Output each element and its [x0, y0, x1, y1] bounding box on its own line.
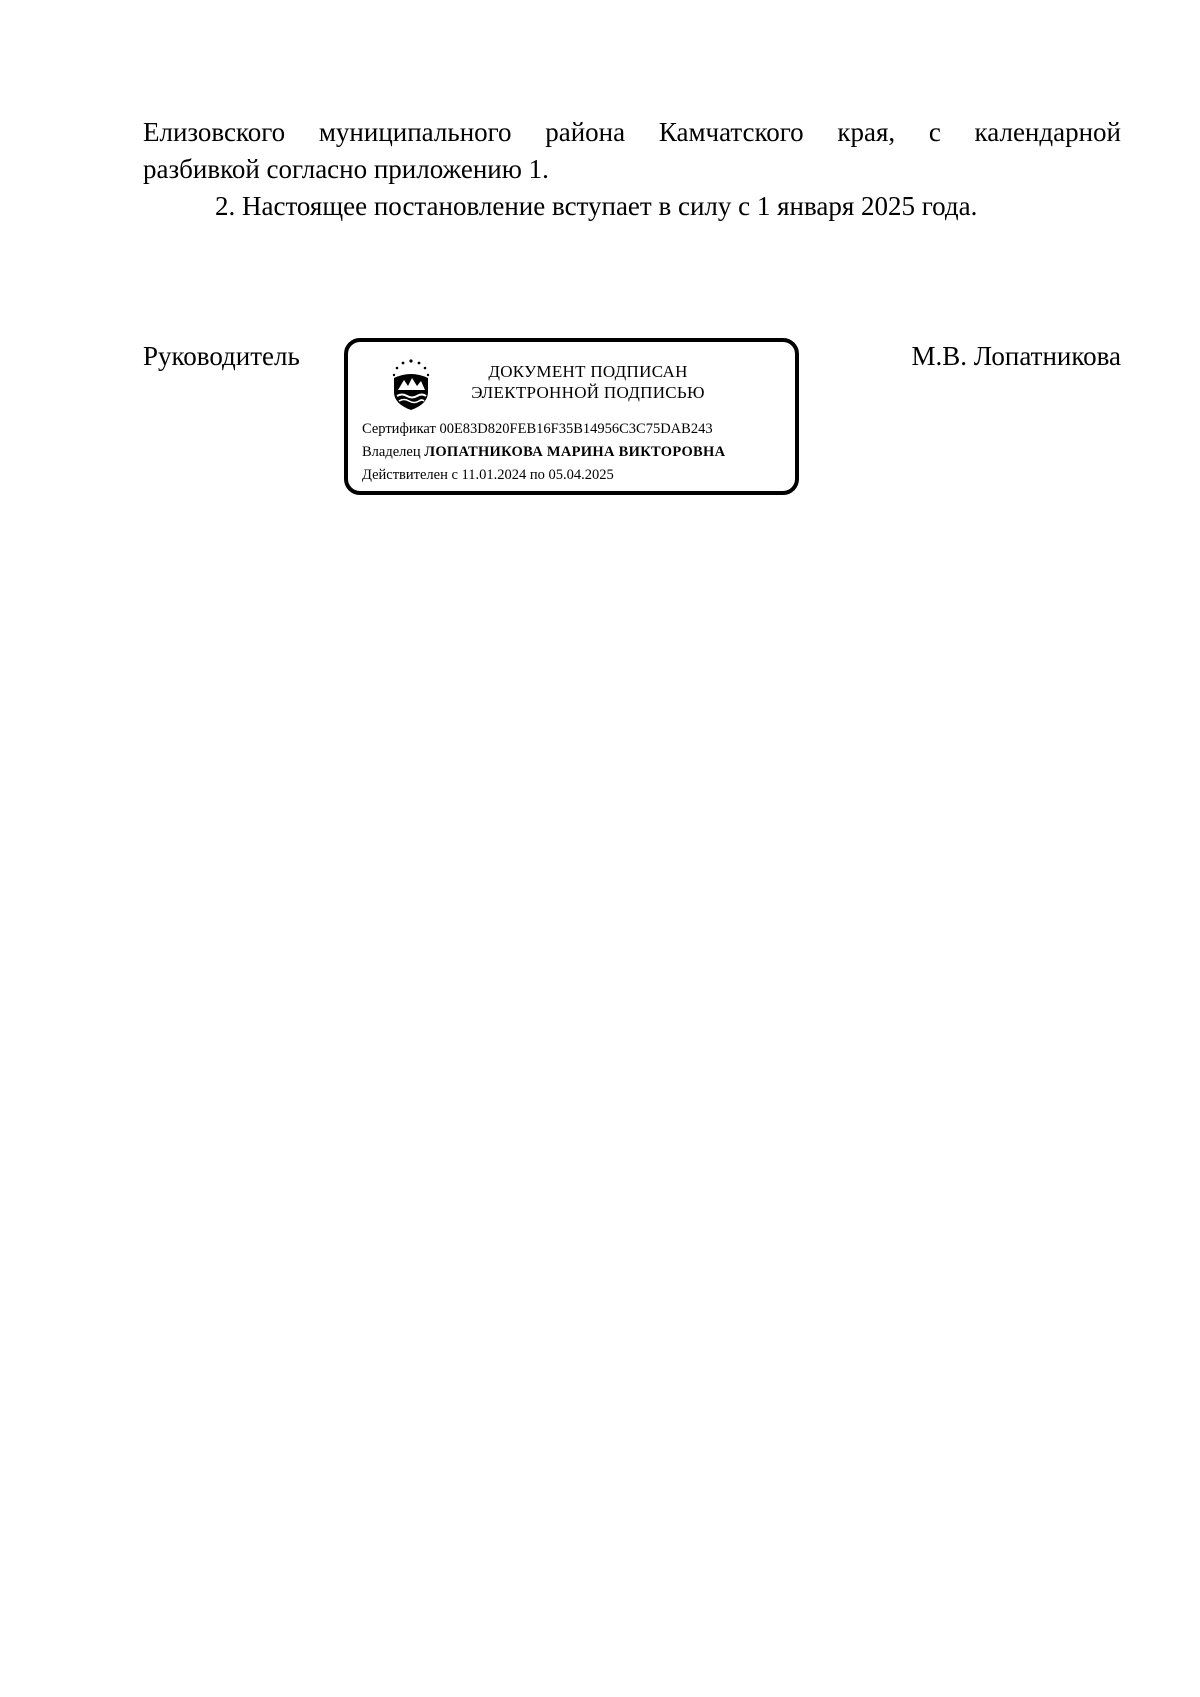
paragraph-1-line-2: разбивкой согласно приложению 1. [143, 154, 549, 184]
paragraph-1 [143, 114, 1121, 188]
certificate-value: 00E83D820FEB16F35B14956C3C75DAB243 [439, 421, 713, 437]
paragraph-2: 2. Настоящее постановление вступает в силу с 1 января 2025 года. [215, 191, 978, 221]
valid-from-date: 11.01.2024 [461, 467, 527, 483]
stamp-header-line-1: ДОКУМЕНТ ПОДПИСАН [488, 362, 688, 381]
electronic-signature-stamp [344, 338, 799, 495]
owner-label: Владелец [362, 444, 421, 460]
valid-to-label: по [529, 467, 545, 483]
coat-of-arms-icon [388, 358, 434, 412]
signatory-name: М.В. Лопатникова [911, 341, 1121, 371]
signatory-title: Руководитель [143, 341, 300, 371]
certificate-label: Сертификат [362, 421, 436, 437]
stamp-validity-row [362, 466, 614, 484]
stamp-certificate-row [362, 420, 713, 438]
stamp-header-line-2: ЭЛЕКТРОННОЙ ПОДПИСЬЮ [471, 383, 705, 402]
stamp-owner-row [362, 443, 725, 461]
valid-from-label: Действителен с [362, 467, 458, 483]
paragraph-1-line-1: Елизовского муниципального района Камчатского края, с календарной [143, 117, 1121, 147]
stamp-header [458, 361, 718, 403]
valid-to-date: 05.04.2025 [548, 467, 614, 483]
owner-value: ЛОПАТНИКОВА МАРИНА ВИКТОРОВНА [424, 444, 726, 460]
